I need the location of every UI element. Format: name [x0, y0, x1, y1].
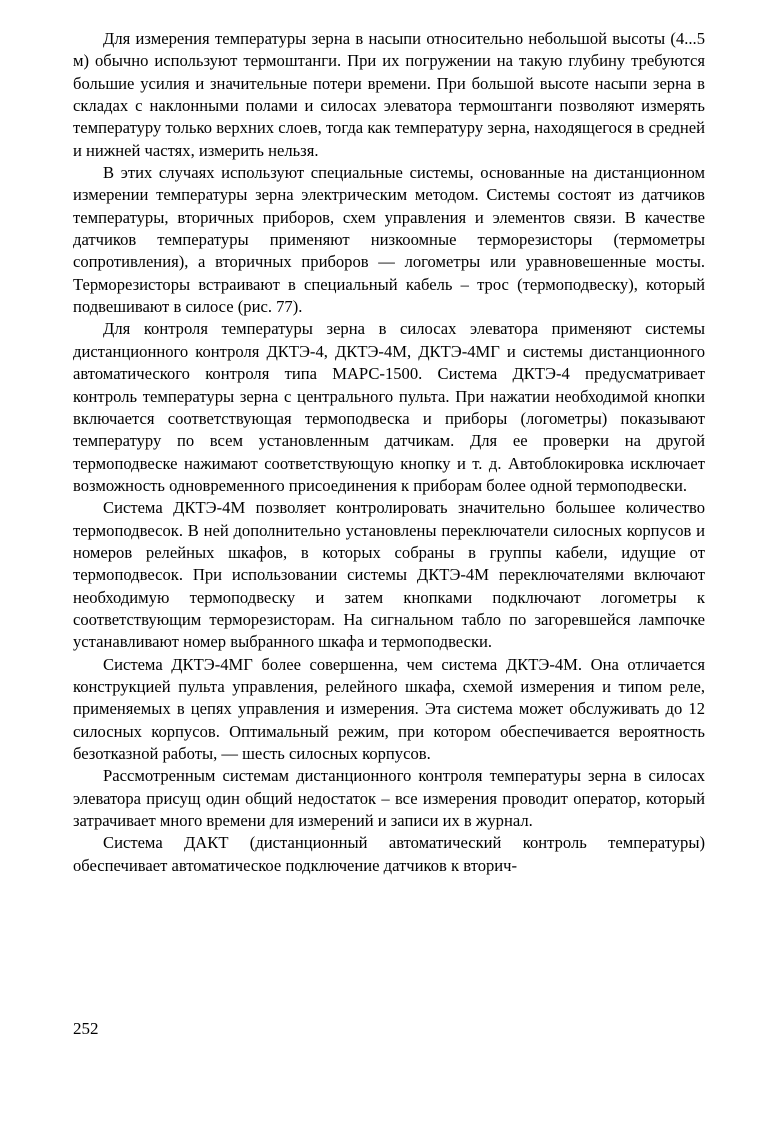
paragraph-7: Система ДАКТ (дистанционный автоматический контроль температуры) обеспечивает автоматическое подключение датчиков к вторич- [73, 833, 705, 875]
paragraph-2: В этих случаях используют специальные системы, основанные на дистанционном измерении температуры зерна электрическим методом. Системы состоят из датчиков температуры, вторичных приборов, схем управления и элементов связи. В качестве датчиков температуры применяют низкоомные терморезисторы (термометры сопротивления), а вторичных приборов — логометры или уравновешенные мосты. Терморезисторы встраивают в специальный кабель – трос (термоподвеску), который подвешивают в силосе (рис. 77). [73, 163, 705, 317]
page-number: 252 [73, 1019, 99, 1038]
paragraph-6: Рассмотренным системам дистанционного контроля температуры зерна в силосах элеватора присущ один общий недостаток – все измерения проводит оператор, который затрачивает много времени для измерений и записи их в журнал. [73, 766, 705, 831]
paragraph-5: Система ДКТЭ-4МГ более совершенна, чем система ДКТЭ-4М. Она отличается конструкцией пульта управления, релейного шкафа, схемой измерения и типом реле, применяемых в цепях управления и измерения. Эта система может обслуживать до 12 силосных корпусов. Оптимальный режим, при котором обеспечивается вероятность безотказной работы, — шесть силосных корпусов. [73, 654, 705, 763]
paragraph-3: Для контроля температуры зерна в силосах элеватора применяют системы дистанционного контроля ДКТЭ-4, ДКТЭ-4М, ДКТЭ-4МГ и системы дистанционного автоматического контроля типа МАРС-1500. Система ДКТЭ-4 предусматривает контроль температуры зерна с центрального пульта. При нажатии необходимой кнопки включается соответствующая термоподвеска и приборы (логометры) показывают температуру по всем установленным датчикам. Для ее проверки на другой термоподвеске нажимают соответствующую кнопку и т. д. Автоблокировка исключает возможность одновременного присоединения к приборам более одной термоподвески. [73, 319, 705, 495]
body-text [73, 28, 705, 877]
paragraph-4: Система ДКТЭ-4М позволяет контролировать значительно большее количество термоподвесок. В ней дополнительно установлены переключатели силосных корпусов и номеров релейных шкафов, в которых собраны в группы кабели, идущие от термоподвесок. При использовании системы ДКТЭ-4М переключателями включают необходимую термоподвеску и затем кнопками подключают логометры к соответствующим терморезисторам. На сигнальном табло по загоревшейся лампочке устанавливают номер выбранного шкафа и термоподвески. [73, 498, 705, 652]
paragraph-1: Для измерения температуры зерна в насыпи относительно небольшой высоты (4...5 м) обычно используют термоштанги. При их погружении на такую глубину требуются большие усилия и значительные потери времени. При большой высоте насыпи зерна в складах с наклонными полами и силосах элеватора термоштанги позволяют измерять температуру только верхних слоев, тогда как температуру зерна, находящегося в средней и нижней частях, измерить нельзя. [73, 29, 705, 160]
